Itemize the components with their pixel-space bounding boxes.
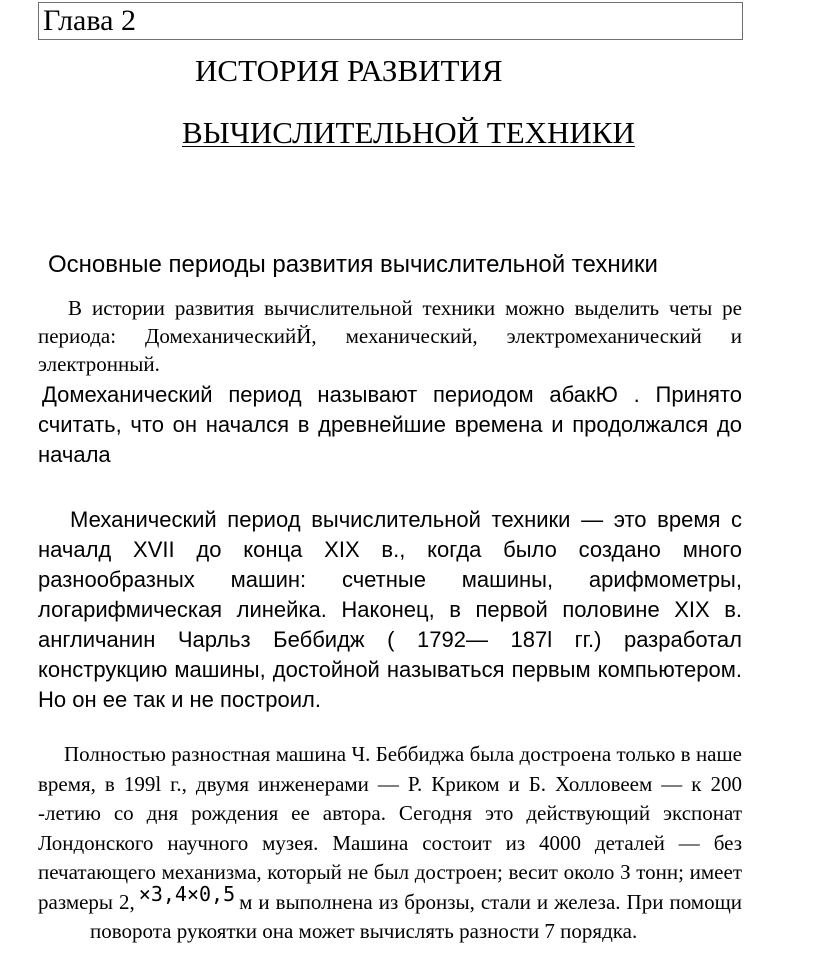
chapter-label: Глава 2 (38, 2, 743, 40)
paragraph-babbage-machine (38, 740, 742, 947)
paragraph-mechanical: Механический период вычислительной техники — это время с началд XVII до конца XIX в., когда было создано много разнообразных машин: счетные машины, арифмометры, логарифмическая линейка. Наконец, в первой половине XIX в. англичанин Чарльз Беббидж ( 1792— 187l гг.) разработал конструкцию машины, достойной называться первым компьютером. Но он ее так и не построил. (38, 507, 742, 712)
section-heading: Основные периоды развития вычислительной техники (48, 251, 658, 278)
page-title-line-2: ВЫЧИСЛИТЕЛЬНОЙ ТЕХНИКИ (182, 115, 635, 150)
paragraph-periods: В истории развития вычислительной техники можно выделить четы ре периода: ДомеханическийЙ, механический, электромеханический и электронный. (38, 296, 742, 376)
paragraph-babbage-text-3: поворота рукоятки она может вычислять разности 7 порядка. (90, 919, 638, 943)
dimensions-formula: ×3,4×0,5 (138, 881, 236, 906)
paragraph-babbage-text-2: м и выполнена из бронзы, стали и железа. При помощи (239, 889, 742, 914)
paragraph-premechanical: Домеханический период называют периодом абакЮ . Принято считать, что он начался в древнейшие времена и продолжался до начала (38, 382, 742, 467)
paragraph-babbage-text-1: Полностью разностная машина Ч. Беббиджа была достроена только в наше время, в 199l г., двумя инженерами — Р. Криком и Б. Холловеем — к 200 -летию со дня рождения ее автора. Сегодня это действующий экспонат Лондонского научного музея. Машина состоит из 4000 деталей — без печатающего механизма, который не был достроен; весит около З тонн; имеет размеры 2, (38, 742, 742, 914)
page-title-line-1: ИСТОРИЯ РАЗВИТИЯ (195, 53, 503, 88)
